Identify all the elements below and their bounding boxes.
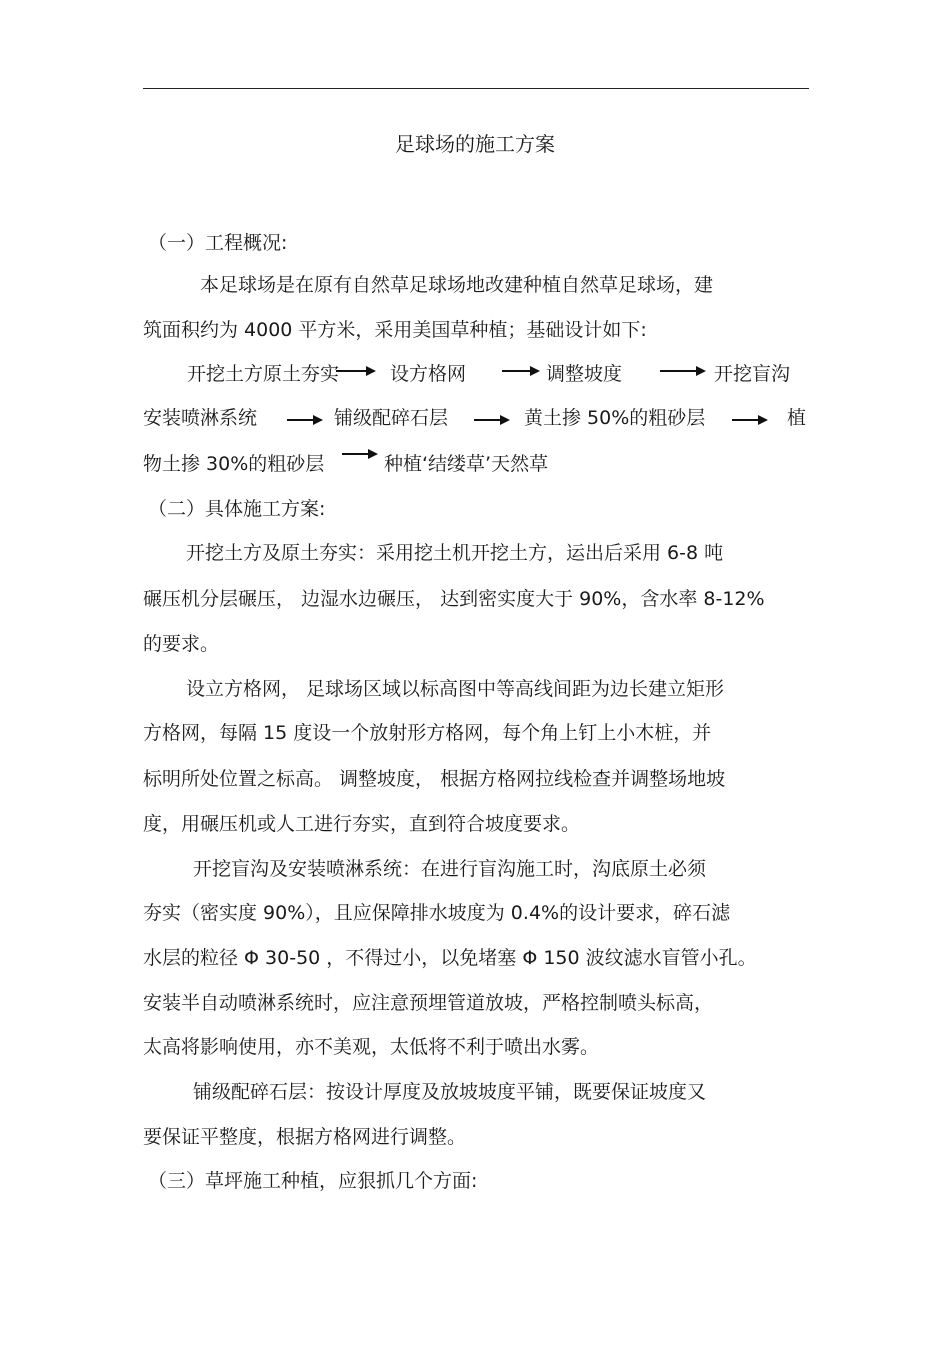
arrow-right-icon [336, 364, 376, 378]
paragraph-line: 本足球场是在原有自然草足球场地改建种植自然草足球场，建 [200, 274, 714, 296]
paragraph-line: 水层的粒径 Φ 30-50 ，不得过小，以免堵塞 Φ 150 波纹滤水盲管小孔。 [143, 947, 757, 969]
paragraph-line: 安装半自动喷淋系统时，应注意预埋管道放坡，严格控制喷头标高， [143, 992, 714, 1014]
paragraph-line: 夯实（密实度 90%），且应保障排水坡度为 0.4%的设计要求，碎石滤 [143, 902, 731, 924]
paragraph-line: 要保证平整度，根据方格网进行调整。 [143, 1126, 467, 1148]
flow-step: 黄土掺 50%的粗砂层 [524, 407, 706, 429]
arrow-right-icon [474, 413, 510, 427]
flow-step: 设方格网 [390, 363, 467, 385]
flow-step: 调整坡度 [546, 363, 623, 385]
paragraph-line: 碾压机分层碾压， 边湿水边碾压， 达到密实度大于 90%，含水率 8-12% [143, 588, 765, 610]
flow-step: 开挖盲沟 [714, 363, 791, 385]
arrow-right-icon [660, 364, 706, 378]
flow-step: 种植‘结缕草’天然草 [384, 453, 549, 475]
arrow-right-icon [502, 364, 540, 378]
arrow-right-icon [287, 413, 323, 427]
paragraph-line: 设立方格网， 足球场区域以标高图中等高线间距为边长建立矩形 [186, 678, 725, 700]
flow-step: 物土掺 30%的粗砂层 [143, 453, 325, 475]
section-1-heading: （一）工程概况: [148, 232, 288, 254]
paragraph-line: 的要求。 [143, 633, 220, 655]
page-title: 足球场的施工方案 [395, 132, 555, 156]
paragraph-line: 太高将影响使用，亦不美观，太低将不利于喷出水雾。 [143, 1036, 600, 1058]
paragraph-line: 开挖盲沟及安装喷淋系统：在进行盲沟施工时，沟底原土必须 [193, 858, 707, 880]
arrow-right-icon [342, 447, 378, 461]
flow-step: 安装喷淋系统 [143, 407, 258, 429]
flow-step: 植 [787, 407, 807, 429]
flow-step: 铺级配碎石层 [334, 407, 449, 429]
paragraph-line: 标明所处位置之标高。 调整坡度， 根据方格网拉线检查并调整场地坡 [143, 768, 726, 790]
section-2-heading: （二）具体施工方案: [148, 498, 326, 520]
paragraph-line: 筑面积约为 4000 平方米，采用美国草种植；基础设计如下: [143, 319, 647, 341]
paragraph-line: 度，用碾压机或人工进行夯实，直到符合坡度要求。 [143, 813, 581, 835]
arrow-right-icon [732, 413, 768, 427]
paragraph-line: 铺级配碎石层：按设计厚度及放坡坡度平铺，既要保证坡度又 [193, 1081, 707, 1103]
paragraph-line: 开挖土方及原土夯实：采用挖土机开挖土方，运出后采用 6-8 吨 [186, 542, 724, 564]
flow-step: 开挖土方原土夯实 [187, 363, 340, 385]
header-rule [143, 88, 809, 89]
section-3-heading: （三）草坪施工种植，应狠抓几个方面: [148, 1170, 478, 1192]
paragraph-line: 方格网，每隔 15 度设一个放射形方格网，每个角上钉上小木桩，并 [143, 722, 712, 744]
